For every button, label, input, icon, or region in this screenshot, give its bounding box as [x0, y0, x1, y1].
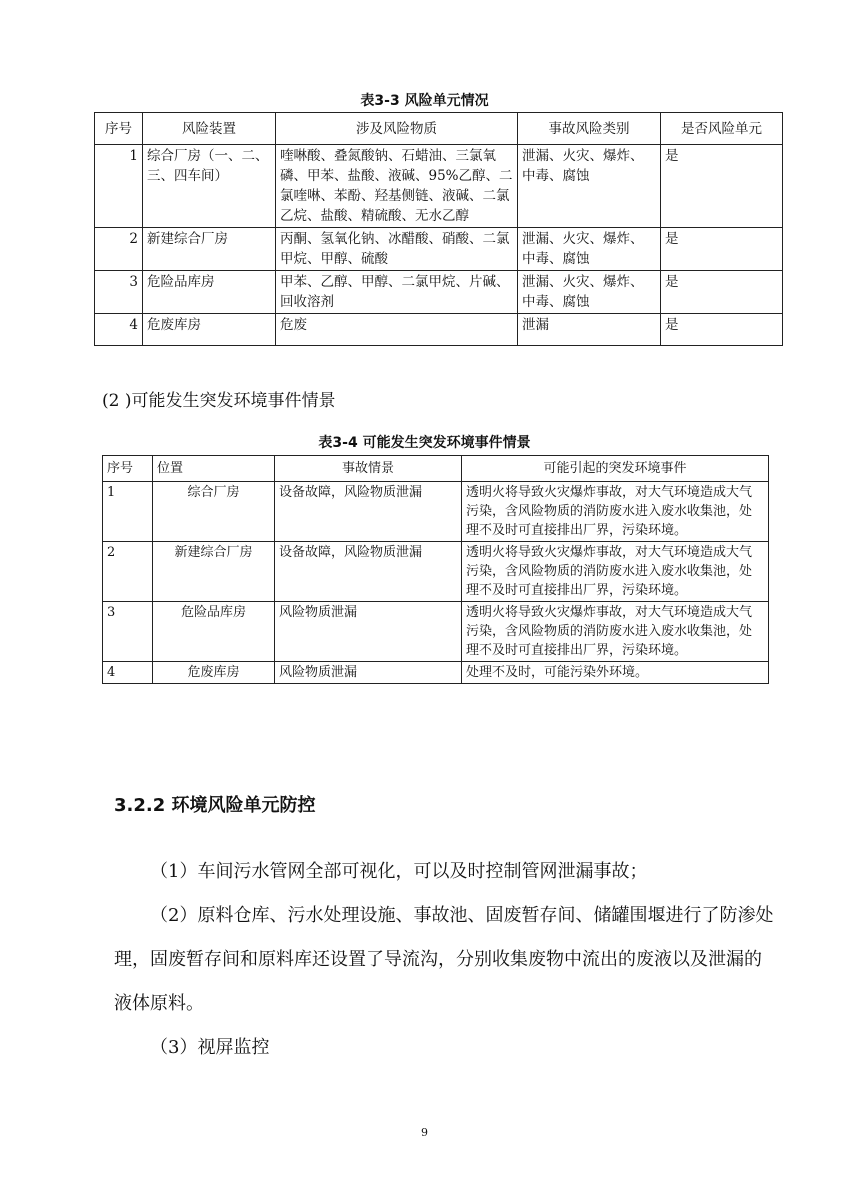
- table1-caption: 表3-3 风险单元情况: [360, 93, 489, 109]
- cell: 丙酮、氢氧化钠、冰醋酸、硝酸、二氯甲烷、甲醇、硫酸: [276, 228, 518, 271]
- cell: 是: [661, 145, 783, 228]
- cell: 1: [103, 482, 153, 542]
- cell: 危废库房: [143, 314, 276, 346]
- cell: 3: [103, 602, 153, 662]
- header-cell: 位置: [153, 456, 275, 482]
- subheading: (2 )可能发生突发环境事件情景: [102, 391, 336, 411]
- cell: 1: [95, 145, 143, 228]
- header-cell: 序号: [95, 113, 143, 145]
- paragraph-2: （2）原料仓库、污水处理设施、事故池、固废暂存间、储罐围堰进行了防渗处理，固废暂存间和原料库还设置了导流沟，分别收集废物中流出的废液以及泄漏的液体原料。: [114, 905, 774, 1014]
- table-row: [95, 145, 783, 228]
- risk-unit-table: [94, 112, 783, 346]
- cell: 透明火将导致火灾爆炸事故，对大气环境造成大气污染，含风险物质的消防废水进入废水收集池，处理不及时可直接排出厂界，污染环境。: [462, 482, 769, 542]
- table-row: [103, 602, 769, 662]
- page-number: 9: [421, 1126, 428, 1139]
- cell: 4: [103, 662, 153, 684]
- table-header-row: [95, 113, 783, 145]
- section-heading: 3.2.2 环境风险单元防控: [114, 795, 316, 816]
- table-row: [103, 542, 769, 602]
- header-cell: 是否风险单元: [661, 113, 783, 145]
- cell: 风险物质泄漏: [275, 602, 462, 662]
- cell: 泄漏: [518, 314, 661, 346]
- cell: 综合厂房: [153, 482, 275, 542]
- cell: 泄漏、火灾、爆炸、中毒、腐蚀: [518, 228, 661, 271]
- cell: 是: [661, 314, 783, 346]
- cell: 危险品库房: [153, 602, 275, 662]
- cell: 设备故障，风险物质泄漏: [275, 482, 462, 542]
- cell: 2: [103, 542, 153, 602]
- cell: 新建综合厂房: [143, 228, 276, 271]
- cell: 设备故障，风险物质泄漏: [275, 542, 462, 602]
- cell: 甲苯、乙醇、甲醇、二氯甲烷、片碱、回收溶剂: [276, 271, 518, 314]
- cell: 泄漏、火灾、爆炸、中毒、腐蚀: [518, 271, 661, 314]
- environmental-event-table: [102, 455, 769, 684]
- table-row: [95, 314, 783, 346]
- cell: 喹啉酸、叠氮酸钠、石蜡油、三氯氧磷、甲苯、盐酸、液碱、95%乙醇、二氯喹啉、苯酚、羟基侧链、液碱、二氯乙烷、盐酸、精硫酸、无水乙醇: [276, 145, 518, 228]
- paragraph-1: （1）车间污水管网全部可视化，可以及时控制管网泄漏事故；: [150, 861, 648, 882]
- cell: 危废: [276, 314, 518, 346]
- paragraph-3: （3）视屏监控: [150, 1037, 270, 1058]
- header-cell: 事故风险类别: [518, 113, 661, 145]
- table2-caption: 表3-4 可能发生突发环境事件情景: [318, 435, 531, 451]
- header-cell: 序号: [103, 456, 153, 482]
- cell: 透明火将导致火灾爆炸事故，对大气环境造成大气污染，含风险物质的消防废水进入废水收集池，处理不及时可直接排出厂界，污染环境。: [462, 542, 769, 602]
- table-row: [103, 482, 769, 542]
- cell: 综合厂房（一、二、三、四车间）: [143, 145, 276, 228]
- cell: 泄漏、火灾、爆炸、中毒、腐蚀: [518, 145, 661, 228]
- cell: 3: [95, 271, 143, 314]
- cell: 4: [95, 314, 143, 346]
- table-row: [95, 271, 783, 314]
- cell: 是: [661, 271, 783, 314]
- cell: 透明火将导致火灾爆炸事故，对大气环境造成大气污染，含风险物质的消防废水进入废水收集池，处理不及时可直接排出厂界，污染环境。: [462, 602, 769, 662]
- cell: 2: [95, 228, 143, 271]
- table-row: [103, 662, 769, 684]
- cell: 危险品库房: [143, 271, 276, 314]
- table-header-row: [103, 456, 769, 482]
- cell: 新建综合厂房: [153, 542, 275, 602]
- header-cell: 事故情景: [275, 456, 462, 482]
- header-cell: 风险装置: [143, 113, 276, 145]
- cell: 风险物质泄漏: [275, 662, 462, 684]
- cell: 危废库房: [153, 662, 275, 684]
- header-cell: 可能引起的突发环境事件: [462, 456, 769, 482]
- cell: 是: [661, 228, 783, 271]
- cell: 处理不及时，可能污染外环境。: [462, 662, 769, 684]
- header-cell: 涉及风险物质: [276, 113, 518, 145]
- table-row: [95, 228, 783, 271]
